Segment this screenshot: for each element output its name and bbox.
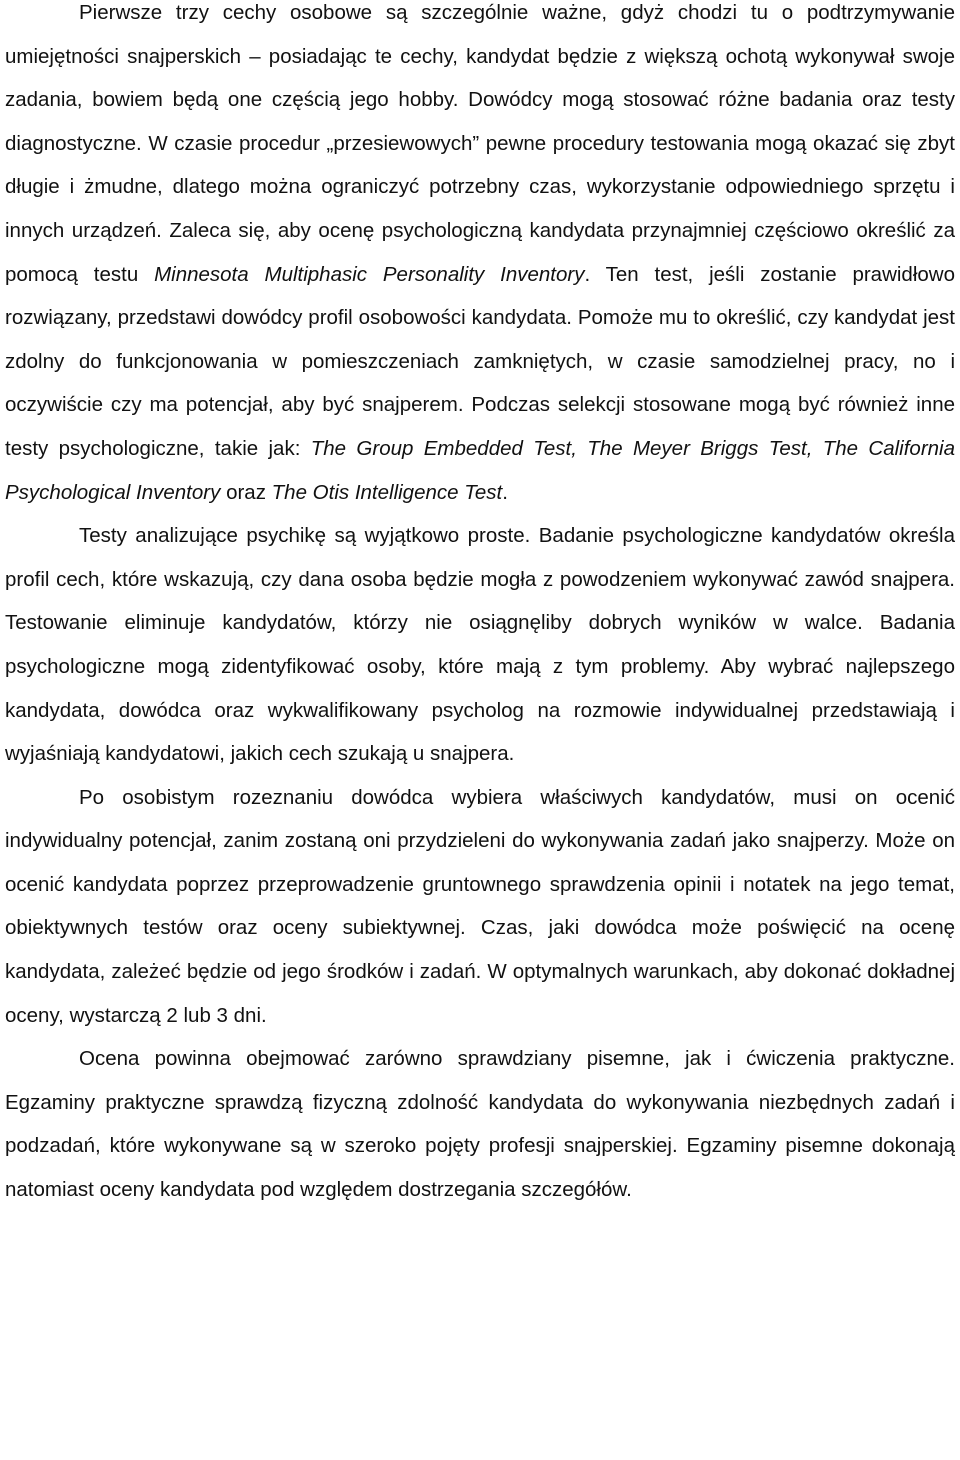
paragraph-4-text: Ocena powinna obejmować zarówno sprawdziany pisemne, jak i ćwiczenia praktyczne. Egzaminy praktyczne sprawdzą fizyczną zdolność kandydata do wykonywania niezbędnych zadań i podzadań, które wykonywane są w szeroko pojęty profesji snajperskiej. Egzaminy pisemne dokonają natomiast oceny kandydata pod względem dostrzegania szczegółów.	[5, 1047, 955, 1202]
paragraph-1-italic-test-name: Minnesota Multiphasic Personality Inventory	[154, 262, 585, 286]
paragraph-3	[5, 776, 955, 1038]
paragraph-1-text-1: Pierwsze trzy cechy osobowe są szczególnie ważne, gdyż chodzi tu o podtrzymywanie umiejętności snajperskich – posiadając te cechy, kandydat będzie z większą ochotą wykonywał swoje zadania, bowiem będą one częścią jego hobby. Dowódcy mogą stosować różne badania oraz testy diagnostyczne. W czasie procedur „przesiewowych” pewne procedury testowania mogą okazać się zbyt długie i żmudne, dlatego można ograniczyć potrzebny czas, wykorzystanie odpowiedniego sprzętu i innych urządzeń. Zaleca się, aby ocenę psychologiczną kandydata przynajmniej częściowo określić za pomocą testu	[5, 1, 955, 286]
paragraph-4	[5, 1037, 955, 1211]
paragraph-2	[5, 514, 955, 776]
paragraph-2-text: Testy analizujące psychikę są wyjątkowo proste. Badanie psychologiczne kandydatów określa profil cech, które wskazują, czy dana osoba będzie mogła z powodzeniem wykonywać zawód snajpera. Testowanie eliminuje kandydatów, którzy nie osiągnęliby dobrych wyników w walce. Badania psychologiczne mogą zidentyfikować osoby, które mają z tym problemy. Aby wybrać najlepszego kandydata, dowódca oraz wykwalifikowany psycholog na rozmowie indywidualnej przedstawiają i wyjaśniają kandydatowi, jakich cech szukają u snajpera.	[5, 524, 955, 766]
paragraph-1-italic-otis-test: The Otis Intelligence Test	[271, 480, 503, 504]
paragraph-1-text-4: .	[502, 480, 508, 504]
paragraph-3-text: Po osobistym rozeznaniu dowódca wybiera właściwych kandydatów, musi on ocenić indywidualny potencjał, zanim zostaną oni przydzieleni do wykonywania zadań jako snajperzy. Może on ocenić kandydata poprzez przeprowadzenie gruntownego sprawdzenia opinii i notatek na jego temat, obiektywnych testów oraz oceny subiektywnej. Czas, jaki dowódca może poświęcić na ocenę kandydata, zależeć będzie od jego środków i zadań. W optymalnych warunkach, aby dokonać dokładnej oceny, wystarczą 2 lub 3 dni.	[5, 785, 955, 1027]
paragraph-1-text-3: oraz	[220, 480, 272, 504]
paragraph-1	[5, 0, 955, 514]
paragraph-1-text-2: . Ten test, jeśli zostanie prawidłowo rozwiązany, przedstawi dowódcy profil osobowości kandydata. Pomoże mu to określić, czy kandydat jest zdolny do funkcjonowania w pomieszczeniach zamkniętych, w czasie samodzielnej pracy, no i oczywiście czy ma potencjał, aby być snajperem. Podczas selekcji stosowane mogą być również inne testy psychologiczne, takie jak:	[5, 262, 955, 460]
paragraph-1-italic-test-list: The Group Embedded Test, The Meyer Briggs Test, The California Psychological Inventory	[5, 436, 956, 504]
